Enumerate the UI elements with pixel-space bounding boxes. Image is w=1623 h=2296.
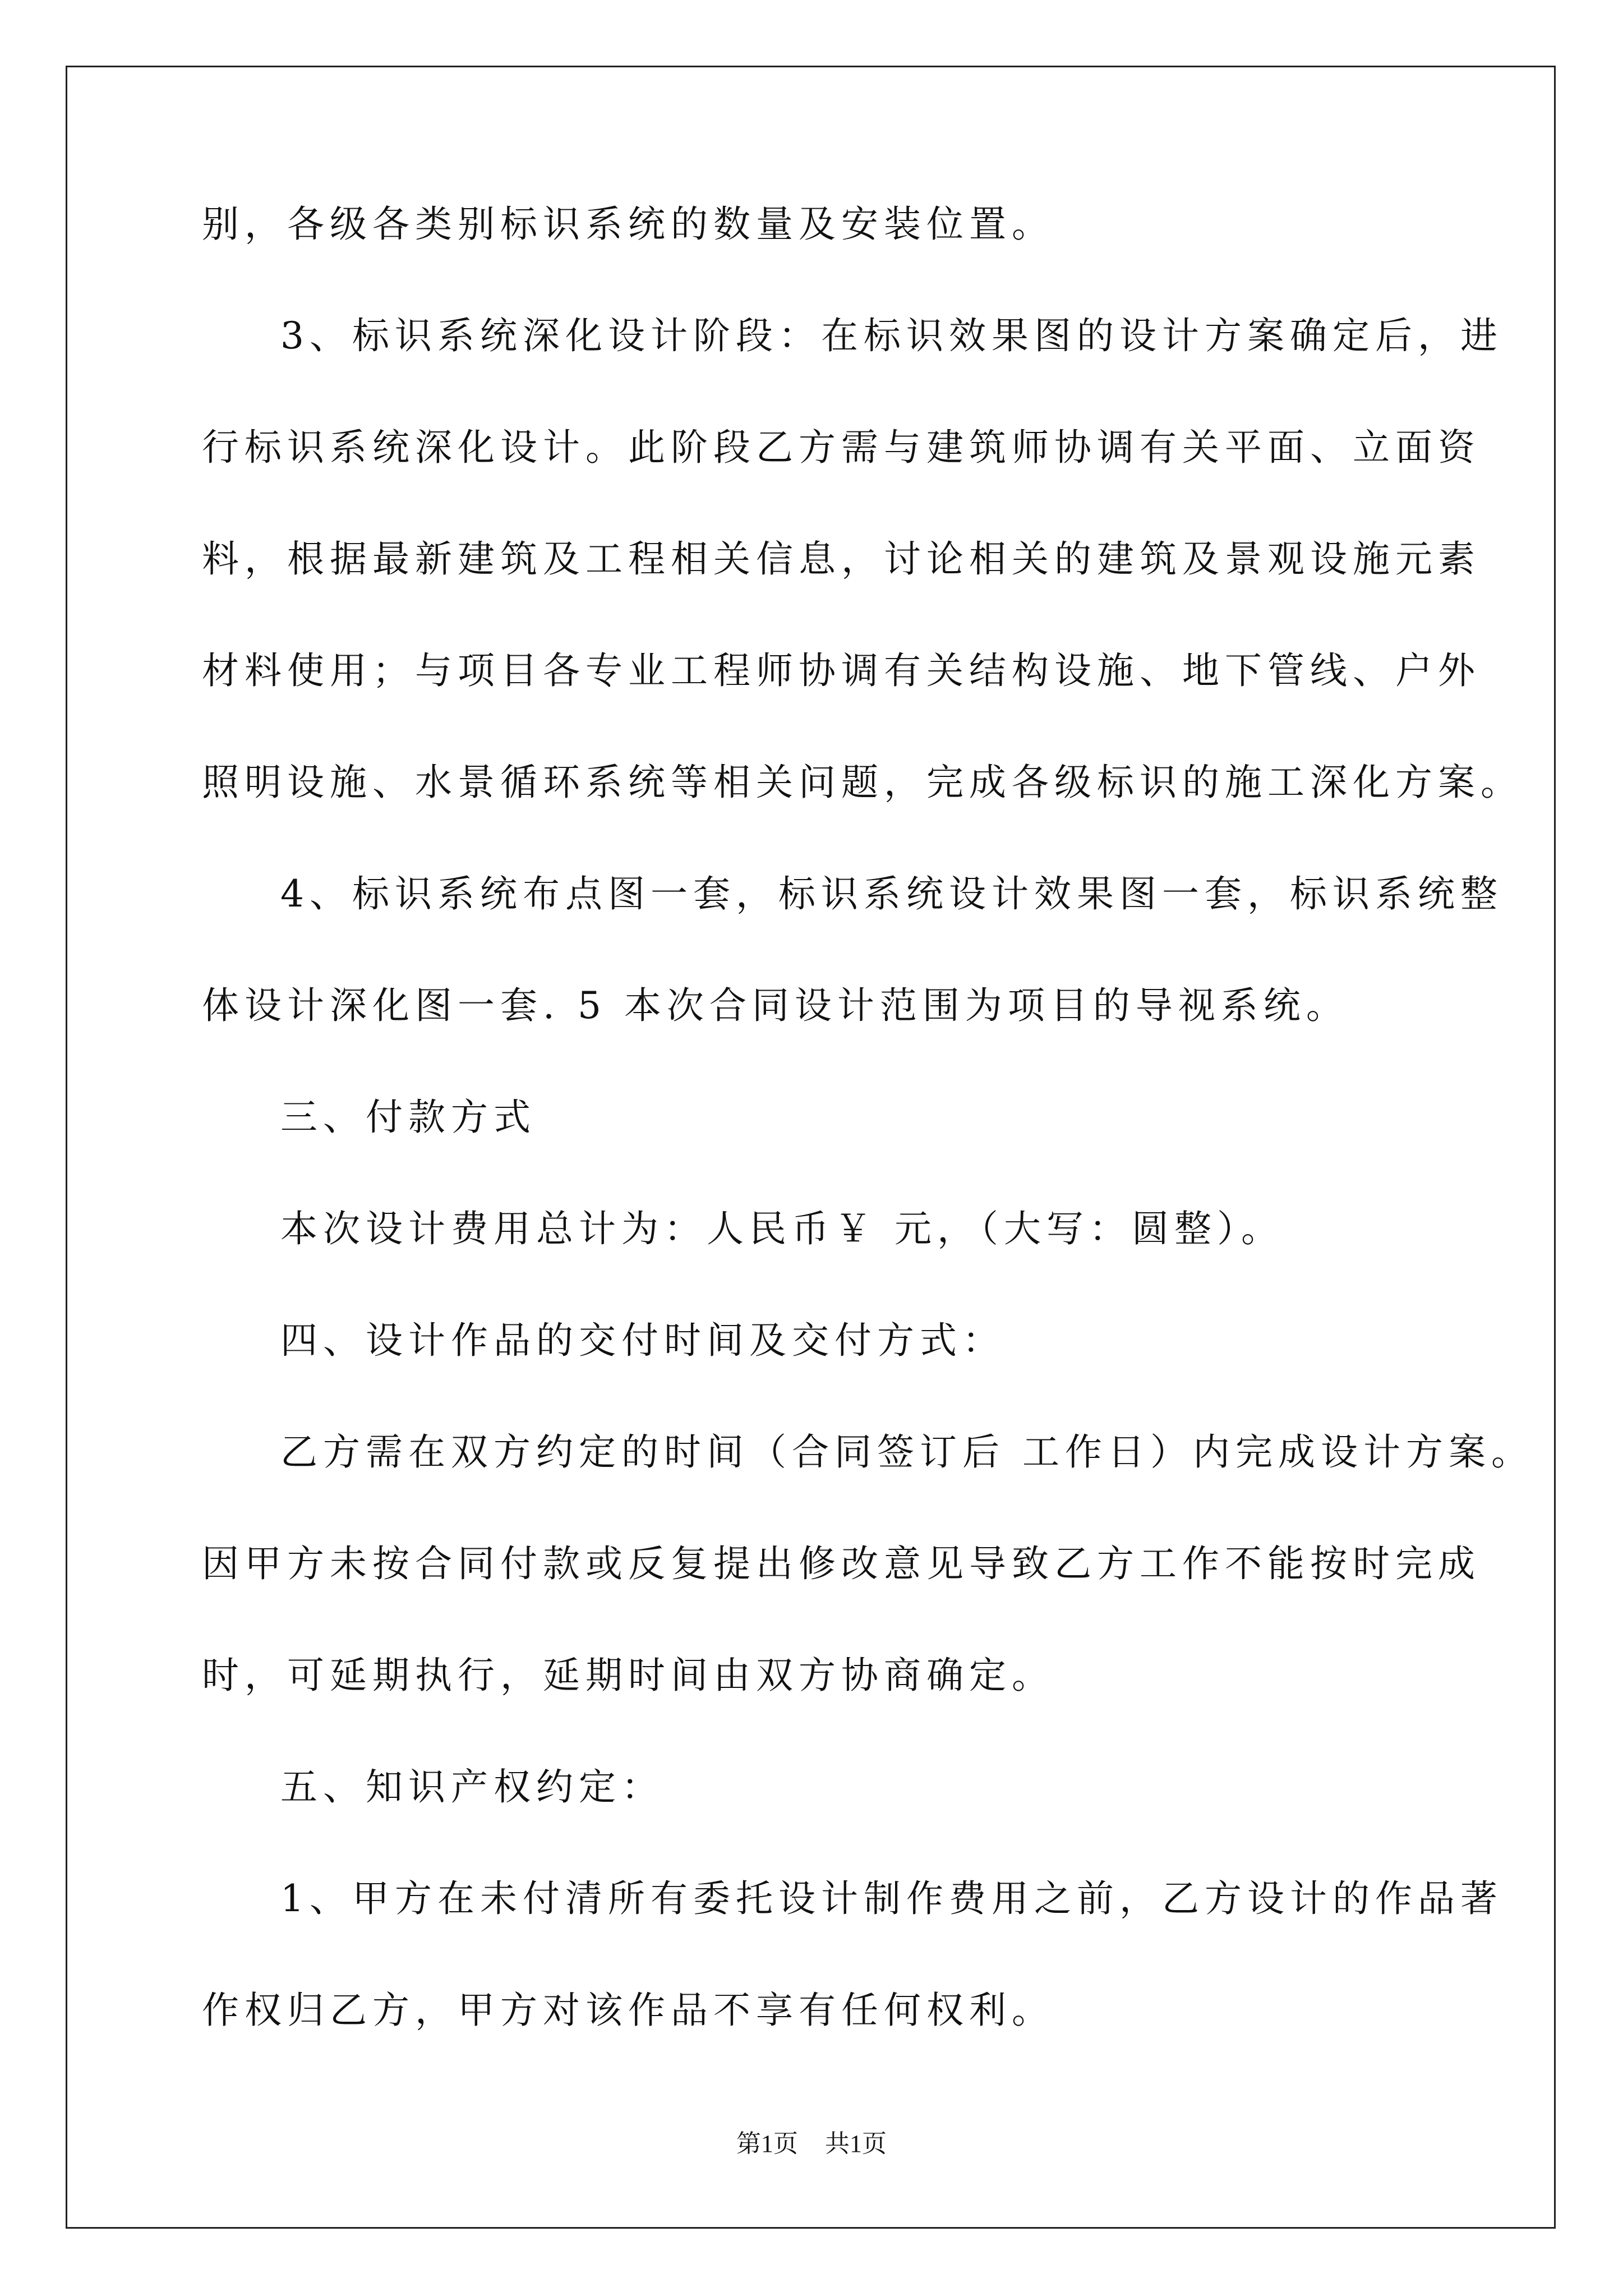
text-line: 3、标识系统深化设计阶段：在标识效果图的设计方案确定后，进: [280, 314, 1503, 357]
page-number: 第1页: [736, 2130, 798, 2157]
text-line: 体设计深化图一套. 5 本次合同设计范围为项目的导视系统。: [202, 984, 1349, 1027]
section-heading: 三、付款方式: [280, 1096, 536, 1139]
text-line: 4、标识系统布点图一套，标识系统设计效果图一套，标识系统整: [280, 872, 1503, 915]
text-line: 材料使用；与项目各专业工程师协调有关结构设施、地下管线、户外: [202, 649, 1481, 692]
page-total: 共1页: [825, 2130, 887, 2157]
text-line: 作权归乙方，甲方对该作品不享有任何权利。: [202, 1989, 1054, 2032]
text-line: 1、甲方在未付清所有委托设计制作费用之前，乙方设计的作品著: [280, 1877, 1503, 1920]
text-line: 照明设施、水景循环系统等相关问题，完成各级标识的施工深化方案。: [202, 761, 1523, 804]
text-line: 别，各级各类别标识系统的数量及安装位置。: [202, 203, 1054, 246]
section-heading: 四、设计作品的交付时间及交付方式：: [280, 1319, 1005, 1362]
text-line: 时，可延期执行，延期时间由双方协商确定。: [202, 1654, 1054, 1697]
section-heading: 五、知识产权约定：: [280, 1765, 664, 1809]
text-line: 行标识系统深化设计。此阶段乙方需与建筑师协调有关平面、立面资: [202, 426, 1481, 469]
text-line: 本次设计费用总计为：人民币￥ 元，（大写：圆整）。: [280, 1207, 1284, 1250]
text-line: 乙方需在双方约定的时间（合同签订后 工作日）内完成设计方案。: [280, 1430, 1534, 1474]
page-footer: [0, 2127, 1623, 2161]
text-line: 因甲方未按合同付款或反复提出修改意见导致乙方工作不能按时完成: [202, 1542, 1481, 1585]
document-body: [202, 199, 1534, 2097]
text-line: 料，根据最新建筑及工程相关信息，讨论相关的建筑及景观设施元素: [202, 537, 1481, 581]
